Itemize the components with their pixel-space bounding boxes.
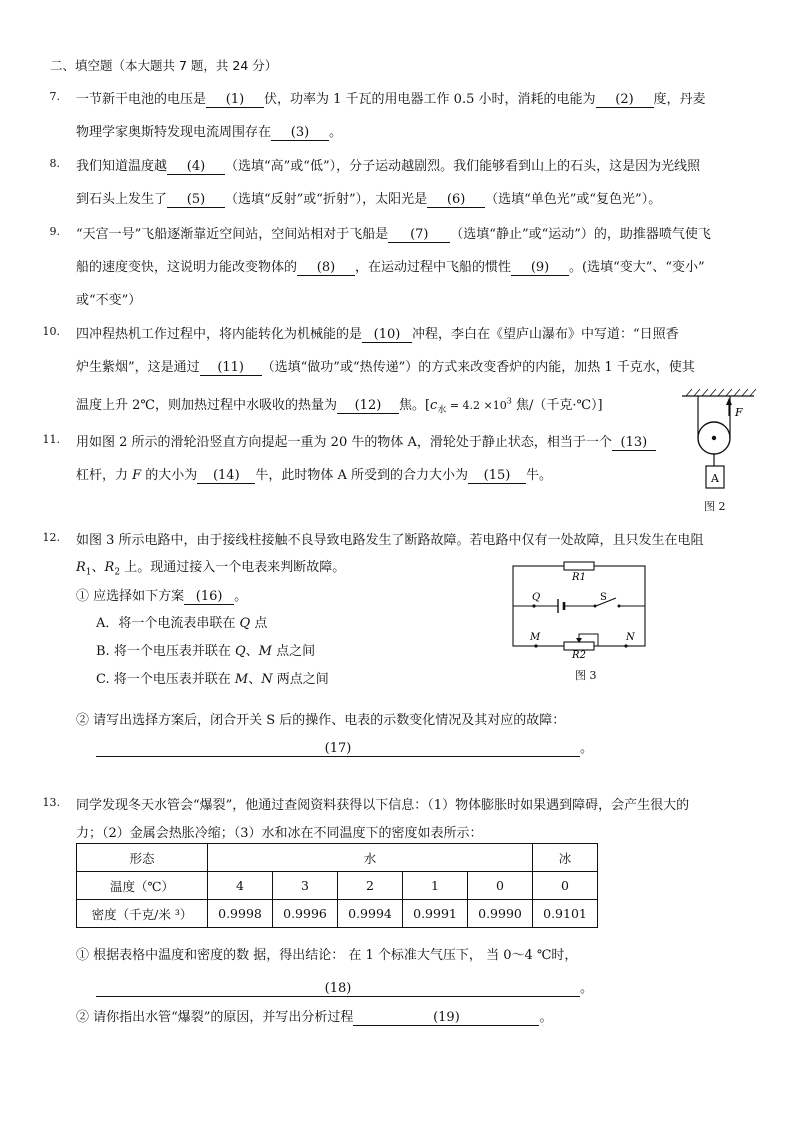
q11-line-2: 杠杆，力 F 的大小为 (14) 牛，此时物体 A 所受到的合力大小为 (15) 牛。 <box>76 468 552 483</box>
option-b: B. 将一个电压表并联在 Q、M 点之间 <box>96 644 316 659</box>
blank-12[interactable]: (12) <box>337 399 399 414</box>
q9-line-1: “天宫一号”飞船逐渐靠近空间站，空间站相对于飞船是 (7) （选填“静止”或“运动”）的，助推器喷气使飞 <box>76 227 711 242</box>
table-row-label: 密度（千克/米 ³） <box>77 900 208 928</box>
table-cell: 1 <box>403 872 468 900</box>
blank-10[interactable]: (10) <box>362 328 412 343</box>
figure-2-caption: 图 2 <box>704 500 726 513</box>
table-header-cell: 冰 <box>533 844 598 872</box>
q10-line-3: 温度上升 2℃，则加热过程中水吸收的热量为 (12) 焦。[$c_水 = 4.2 \times 10^3$ 焦/（千克·℃）] <box>76 396 603 416</box>
point-q-label: Q <box>532 592 541 603</box>
q13-answer-line-18: (18) 。 <box>96 977 593 997</box>
table-cell: 0 <box>468 872 533 900</box>
density-table <box>76 843 598 928</box>
q10-line-2: 炉生紫烟”，这是通过 (11) （选填“做功”或“热传递”）的方式来改变香炉的内能，加热 1 千克水，使其 <box>76 360 695 375</box>
table-row <box>77 844 598 872</box>
blank-11[interactable]: (11) <box>200 361 262 376</box>
question-number-9: 9. <box>49 225 60 238</box>
table-cell: 0.9991 <box>403 900 468 928</box>
question-number-10: 10. <box>42 325 60 338</box>
blank-1[interactable]: (1) <box>206 93 264 108</box>
question-number-11: 11. <box>42 433 60 446</box>
table-header-cell: 水 <box>208 844 533 872</box>
figure-3-caption: 图 3 <box>575 669 597 682</box>
blank-14[interactable]: (14) <box>197 469 255 484</box>
question-number-8: 8. <box>49 157 60 170</box>
option-c: C. 将一个电压表并联在 M、N 两点之间 <box>96 672 329 687</box>
blank-16[interactable]: (16) <box>184 590 234 605</box>
table-header-cell: 形态 <box>77 844 208 872</box>
q9-line-3: 或“不变”） <box>76 293 142 308</box>
table-row <box>77 900 598 928</box>
table-cell: 0.9990 <box>468 900 533 928</box>
blank-15[interactable]: (15) <box>468 469 526 484</box>
table-cell: 0 <box>533 872 598 900</box>
q12-answer-line: (17) 。 <box>96 737 593 757</box>
table-row-label: 温度（℃） <box>77 872 208 900</box>
object-a-label: A <box>711 472 719 485</box>
blank-2[interactable]: (2) <box>596 93 654 108</box>
question-number-12: 12. <box>42 531 60 544</box>
table-cell: 0.9101 <box>533 900 598 928</box>
q12-line-2: $R_1$、$R_2$ 上。现通过接入一个电表来判断故障。 <box>76 560 346 578</box>
r2-label: R2 <box>572 650 586 658</box>
q11-line-1: 用如图 2 所示的滑轮沿竖直方向提起一重为 20 牛的物体 A，滑轮处于静止状态，相当于一个 (13) <box>76 431 656 451</box>
question-number-13: 13. <box>42 796 60 809</box>
q13-line-2: 力；（2）金属会热胀冷缩；（3）水和冰在不同温度下的密度如表所示： <box>76 826 483 841</box>
point-m-label: M <box>530 632 541 643</box>
q8-line-2: 到石头上发生了 (5) （选填“反射”或“折射”），太阳光是 (6) （选填“单色光”或“复色光”）。 <box>76 192 662 207</box>
circuit-diagram <box>508 560 648 658</box>
blank-5[interactable]: (5) <box>167 193 225 208</box>
blank-8[interactable]: (8) <box>297 261 355 276</box>
blank-4[interactable]: (4) <box>167 160 225 175</box>
q10-line-1: 四冲程热机工作过程中，将内能转化为机械能的是 (10) 冲程，李白在《望庐山瀑布》中写道：“日照香 <box>76 327 679 342</box>
table-cell: 4 <box>208 872 273 900</box>
question-number-7: 7. <box>49 90 60 103</box>
table-cell: 0.9994 <box>338 900 403 928</box>
r1-label: R1 <box>572 572 586 583</box>
q12-sub-1: ① 应选择如下方案 (16) 。 <box>76 589 248 604</box>
q12-line-1: 如图 3 所示电路中，由于接线柱接触不良导致电路发生了断路故障。若电路中仅有一处故障，且只发生在电阻 <box>76 533 704 548</box>
blank-7[interactable]: (7) <box>388 228 450 243</box>
blank-6[interactable]: (6) <box>427 193 485 208</box>
table-cell: 0.9998 <box>208 900 273 928</box>
blank-13[interactable]: (13) <box>612 436 656 451</box>
table-cell: 2 <box>338 872 403 900</box>
q12-sub-2: ② 请写出选择方案后，闭合开关 S 后的操作、电表的示数变化情况及其对应的故障： <box>76 713 566 728</box>
point-n-label: N <box>626 632 635 643</box>
q9-line-2: 船的速度变快，这说明力能改变物体的 (8) ，在运动过程中飞船的惯性 (9) 。(选填“变大”、“变小” <box>76 260 705 275</box>
blank-3[interactable]: (3) <box>271 126 329 141</box>
q7-line-1: 一节新干电池的电压是 (1) 伏，功率为 1 千瓦的用电器工作 0.5 小时，消耗的电能为 (2) 度，丹麦 <box>76 92 706 107</box>
q13-sub-2: ② 请你指出水管“爆裂”的原因，并写出分析过程 (19) 。 <box>76 1010 553 1025</box>
q7-line-2: 物理学家奥斯特发现电流周围存在 (3) 。 <box>76 125 343 140</box>
table-cell: 3 <box>273 872 338 900</box>
table-row <box>77 872 598 900</box>
blank-17[interactable]: (17) <box>96 742 580 757</box>
table-cell: 0.9996 <box>273 900 338 928</box>
blank-9[interactable]: (9) <box>511 261 569 276</box>
force-label: F <box>735 406 743 419</box>
q13-sub-1: ① 根据表格中温度和密度的数 据，得出结论： 在 1 个标准大气压下， 当 0～4 ℃时， <box>76 948 578 963</box>
pulley-diagram <box>678 386 758 514</box>
section-title: 二、填空题（本大题共 7 题，共 24 分） <box>50 58 278 73</box>
switch-s-label: S <box>600 592 607 603</box>
q8-line-1: 我们知道温度越 (4) （选填“高”或“低”），分子运动越剧烈。我们能够看到山上的石头，这是因为光线照 <box>76 159 701 174</box>
q13-line-1: 同学发现冬天水管会“爆裂”，他通过查阅资料获得以下信息：（1）物体膨胀时如果遇到障碍，会产生很大的 <box>76 798 690 813</box>
option-a: A．将一个电流表串联在 Q 点 <box>96 616 268 631</box>
blank-18[interactable]: (18) <box>96 982 580 997</box>
blank-19[interactable]: (19) <box>353 1011 539 1026</box>
